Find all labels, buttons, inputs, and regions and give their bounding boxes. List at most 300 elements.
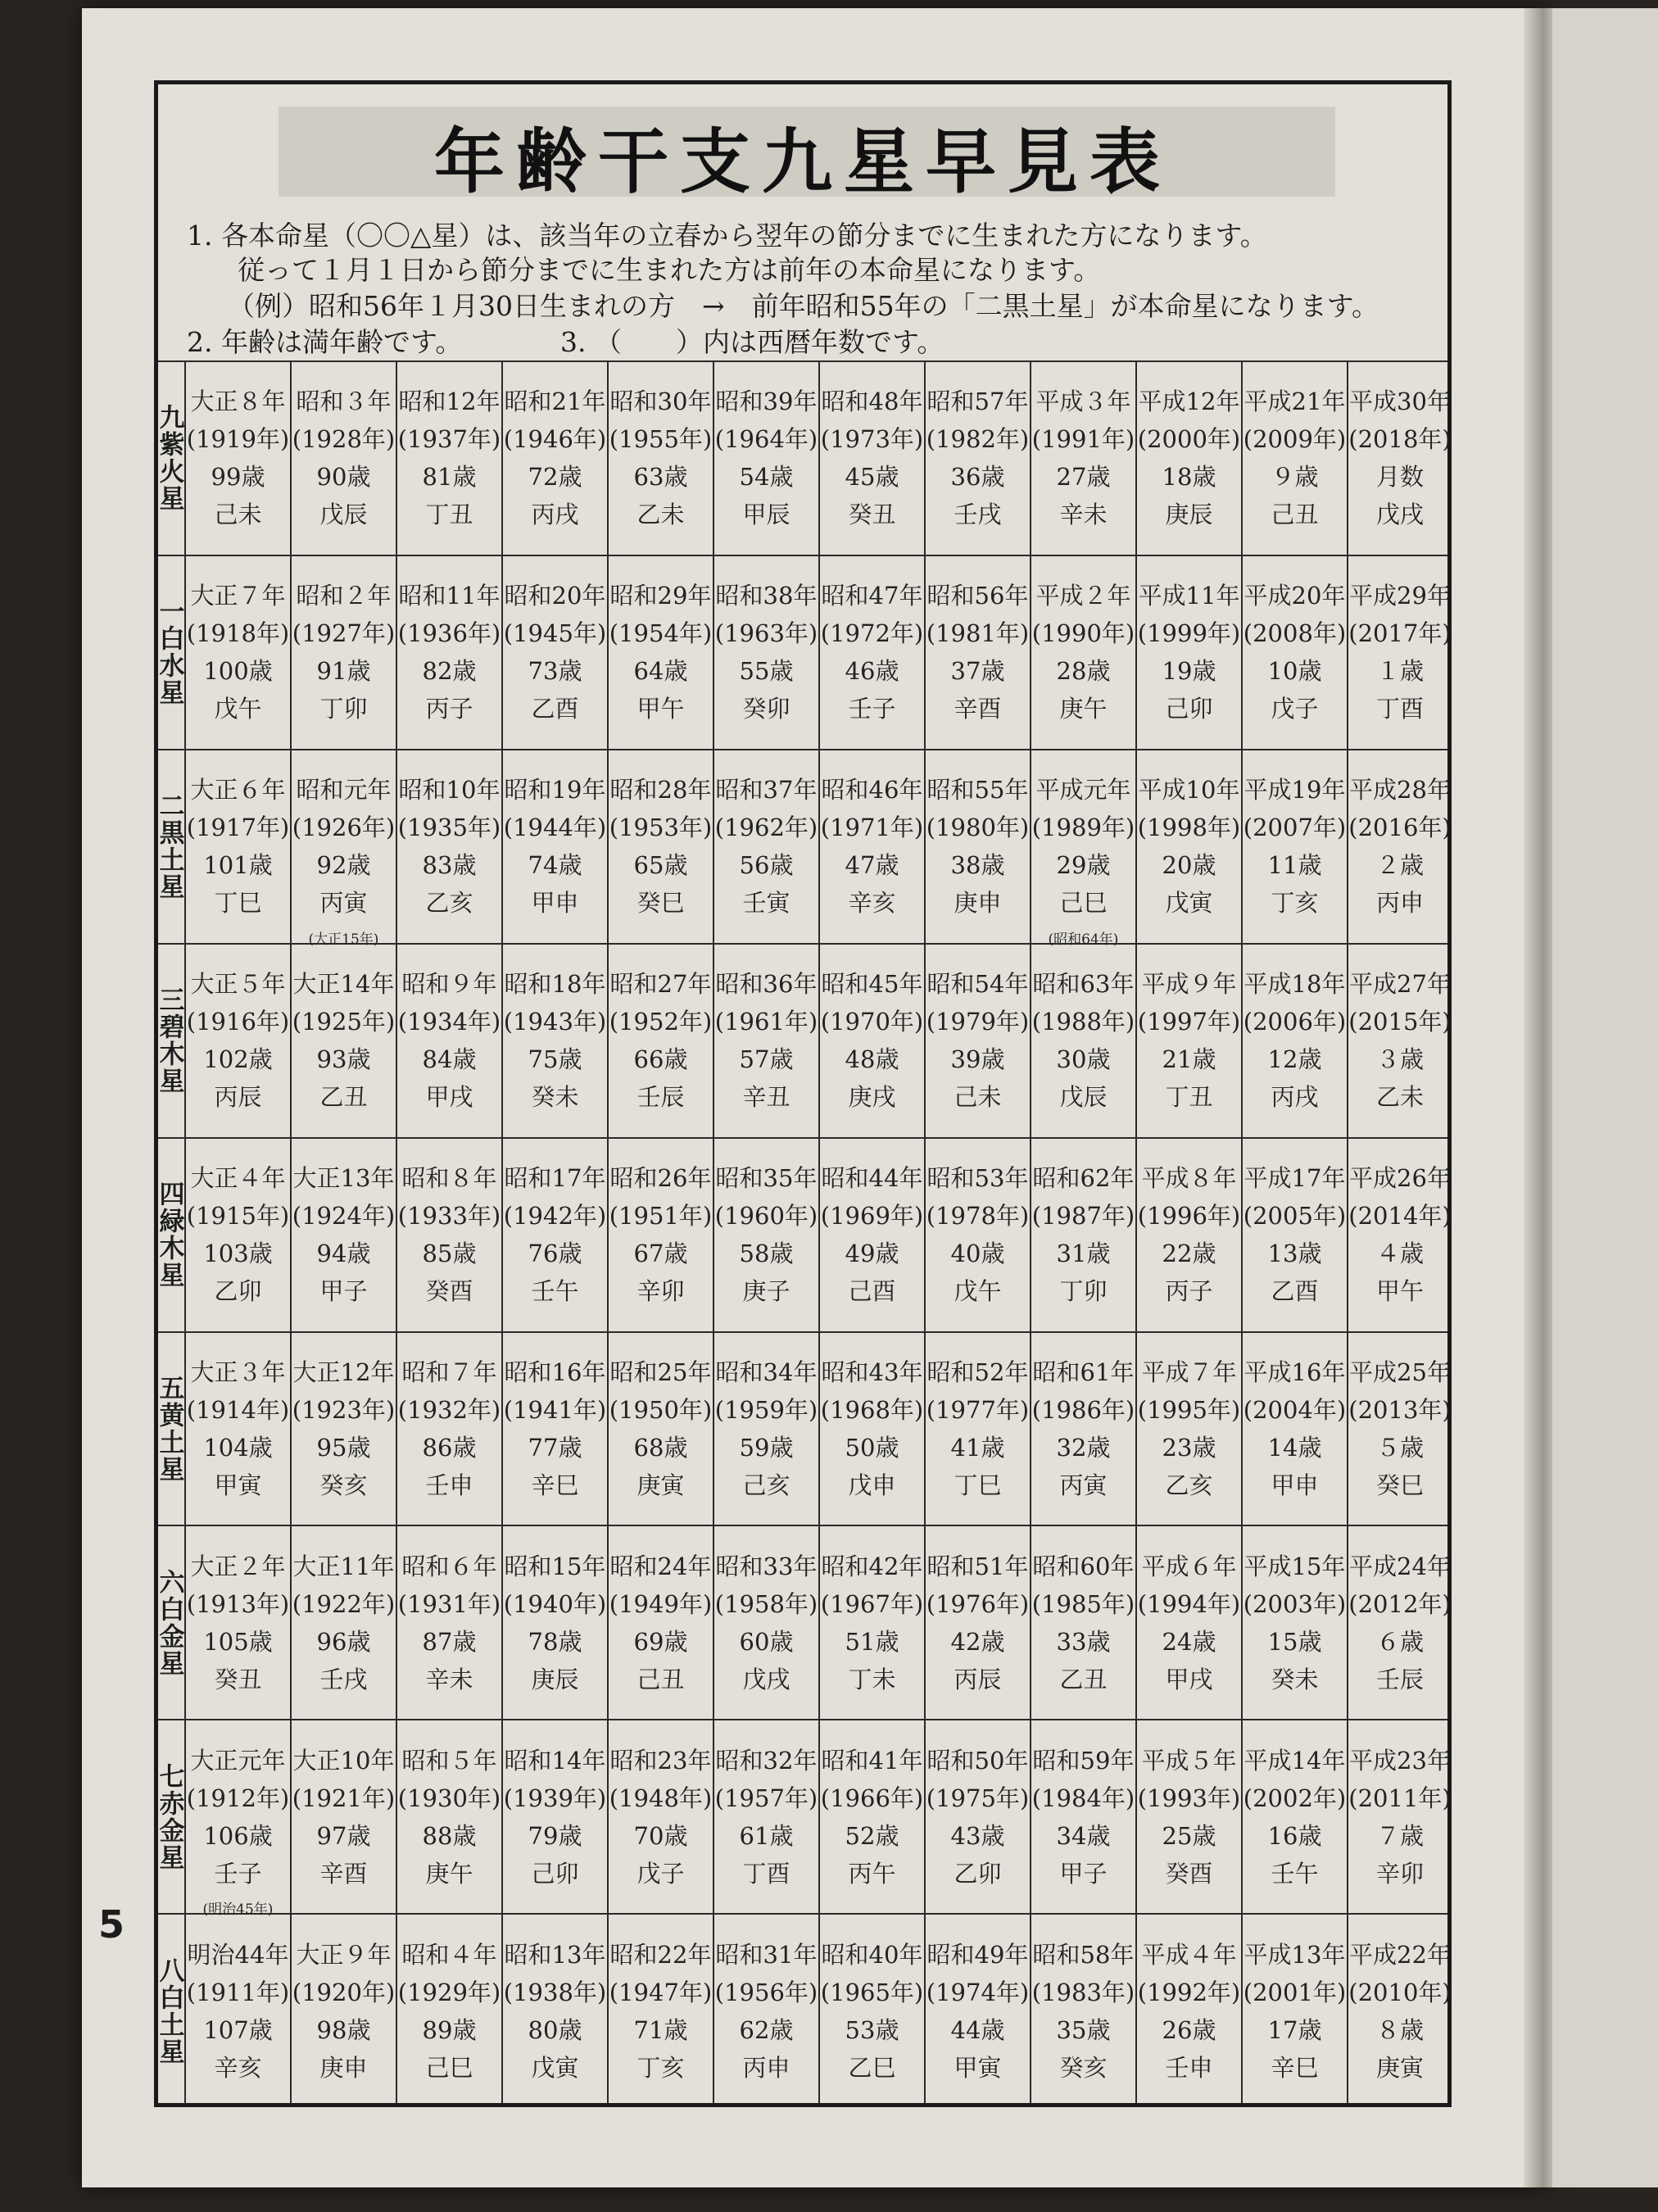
cell-year: (1995年) [1137,1395,1241,1424]
cell-age: 97歳 [316,1821,371,1850]
cell-kanshi: 丙午 [848,1859,896,1888]
cell-year: (1979年) [926,1008,1030,1036]
cell-year: (1958年) [714,1589,818,1618]
cell-era: 昭和15年 [504,1552,606,1580]
cell-kanshi: 丙辰 [214,1083,262,1112]
cell-year: (1929年) [397,1978,501,2006]
cell-year: (1996年) [1137,1202,1241,1231]
cell-kanshi: 己巳 [425,2053,473,2082]
cell-kanshi: 庚辰 [1165,501,1213,529]
cell-kanshi: 壬戌 [319,1665,368,1693]
cell-age: 74歳 [528,851,582,880]
cell-year: (1911年) [186,1978,290,2006]
cell-age: 31歳 [1056,1240,1111,1268]
cell-age: 96歳 [316,1627,371,1656]
cell-age: 14歳 [1267,1433,1322,1462]
star-label: 三碧木星 [154,944,185,1138]
cell-year: (1973年) [820,425,924,454]
cell-kanshi: 乙亥 [425,889,473,918]
cell-kanshi: 丙戌 [1271,1083,1319,1112]
cell-kanshi: 癸亥 [319,1471,368,1499]
cell-age: 24歳 [1162,1627,1216,1656]
cell-era-note: (明治45年) [202,1902,274,1919]
cell-year: (1931年) [397,1589,501,1618]
cell-kanshi: 甲午 [636,695,685,723]
cell-era: 大正８年 [190,388,286,416]
cell-age: 77歳 [528,1433,582,1462]
cell-kanshi: 戊寅 [1165,889,1213,918]
cell-era: 昭和28年 [609,776,712,805]
cell-year: (1970年) [820,1008,924,1036]
cell-age: 107歳 [203,2015,273,2044]
cell-age: ３歳 [1375,1045,1424,1074]
cell-era: 昭和35年 [715,1164,818,1193]
cell-year: (1991年) [1031,425,1135,454]
cell-era: 昭和34年 [715,1358,818,1386]
cell-age: 98歳 [316,2015,371,2044]
cell-kanshi: 丁亥 [636,2053,685,2082]
cell-age: 91歳 [316,657,371,686]
cell-year: (1922年) [292,1589,396,1618]
cell-age: 33歳 [1056,1627,1111,1656]
cell-era: 昭和53年 [926,1164,1029,1193]
note-year-rule: 3. （ ）内は西暦年数です。 [560,326,945,358]
cell-age: ８歳 [1375,2015,1424,2044]
cell-age: 15歳 [1267,1627,1322,1656]
cell-kanshi: 丁巳 [954,1471,1002,1499]
cell-year: (1933年) [397,1202,501,1231]
cell-kanshi: 己未 [214,501,262,529]
cell-era: 平成23年 [1349,1746,1451,1775]
cell-kanshi: 壬寅 [742,889,790,918]
cell-era: 昭和49年 [926,1940,1029,1969]
cell-kanshi: 辛亥 [214,2053,262,2082]
booklet-spine [1524,8,1556,2187]
cell-year: (1965年) [820,1978,924,2006]
cell-year: (1987年) [1031,1202,1135,1231]
cell-year: (1936年) [397,619,501,648]
cell-year: (1986年) [1031,1395,1135,1424]
cell-era: 平成13年 [1244,1940,1346,1969]
cell-era: 平成５年 [1141,1746,1237,1775]
cell-kanshi: 乙酉 [531,695,579,723]
cell-era: 昭和22年 [609,1940,712,1969]
cell-era: 昭和44年 [821,1164,923,1193]
cell-age: 35歳 [1056,2015,1111,2044]
cell-year: (1935年) [397,814,501,842]
cell-kanshi: 辛丑 [742,1083,790,1112]
cell-era: 昭和３年 [296,388,392,416]
cell-year: (1978年) [926,1202,1030,1231]
cell-kanshi: 辛亥 [848,889,896,918]
table-frame [154,80,1452,2107]
cell-year: (1961年) [714,1008,818,1036]
cell-kanshi: 戊午 [214,695,262,723]
cell-year: (1917年) [186,814,290,842]
cell-age: 36歳 [950,463,1005,492]
cell-year: (1966年) [820,1784,924,1812]
cell-year: (1952年) [609,1008,713,1036]
cell-kanshi: 庚辰 [531,1665,579,1693]
cell-age: 64歳 [633,657,688,686]
cell-age: 75歳 [528,1045,582,1074]
cell-era: 昭和13年 [504,1940,606,1969]
cell-era: 平成29年 [1349,582,1451,610]
cell-age: 53歳 [845,2015,899,2044]
cell-year: (1918年) [186,619,290,648]
cell-year: (1923年) [292,1395,396,1424]
cell-era: 昭和61年 [1032,1358,1135,1386]
cell-age: 73歳 [528,657,582,686]
cell-year: (1926年) [292,814,396,842]
cell-year: (1925年) [292,1008,396,1036]
cell-kanshi: 丙子 [1165,1277,1213,1306]
cell-age: 81歳 [422,463,477,492]
cell-era: 昭和60年 [1032,1552,1135,1580]
cell-kanshi: 戊辰 [1059,1083,1108,1112]
cell-kanshi: 甲子 [319,1277,368,1306]
cell-age: 30歳 [1056,1045,1111,1074]
cell-kanshi: 戊子 [636,1859,685,1888]
cell-kanshi: 癸卯 [742,695,790,723]
cell-era: 昭和32年 [715,1746,818,1775]
cell-era: 昭和62年 [1032,1164,1135,1193]
cell-era-note: (昭和64年) [1048,931,1119,948]
cell-kanshi: 辛巳 [1271,2053,1319,2082]
cell-year: (1998年) [1137,814,1241,842]
cell-age: 19歳 [1162,657,1216,686]
cell-era: 昭和58年 [1032,1940,1135,1969]
cell-year: (2013年) [1348,1395,1452,1424]
cell-era: 平成４年 [1141,1940,1237,1969]
cell-year: (1930年) [397,1784,501,1812]
star-label: 七赤金星 [154,1720,185,1914]
cell-era: 昭和24年 [609,1552,712,1580]
cell-age: 70歳 [633,1821,688,1850]
cell-kanshi: 庚申 [954,889,1002,918]
cell-year: (2011年) [1348,1784,1452,1812]
cell-age: 45歳 [845,463,899,492]
cell-age: 39歳 [950,1045,1005,1074]
cell-era: 昭和51年 [926,1552,1029,1580]
cell-year: (1982年) [926,425,1030,454]
cell-kanshi: 癸巳 [1375,1471,1424,1499]
cell-kanshi: 癸酉 [425,1277,473,1306]
cell-kanshi: 丁酉 [742,1859,790,1888]
cell-kanshi: 戊申 [848,1471,896,1499]
cell-era: 昭和26年 [609,1164,712,1193]
cell-era: 大正５年 [190,970,286,999]
cell-age: 21歳 [1162,1045,1216,1074]
cell-era: 昭和９年 [401,970,497,999]
cell-era: 昭和20年 [504,582,606,610]
cell-year: (1957年) [714,1784,818,1812]
cell-era: 平成24年 [1349,1552,1451,1580]
cell-era: 平成７年 [1141,1358,1237,1386]
cell-kanshi: 戊寅 [531,2053,579,2082]
cell-year: (1934年) [397,1008,501,1036]
cell-year: (1924年) [292,1202,396,1231]
cell-kanshi: 甲寅 [954,2053,1002,2082]
note-example: （例）昭和56年１月30日生まれの方 → 前年昭和55年の「二黒土星」が本命星になります。 [228,290,1379,322]
cell-age: 89歳 [422,2015,477,2044]
cell-year: (1939年) [503,1784,607,1812]
cell-kanshi: 丙子 [425,695,473,723]
cell-kanshi: 丁丑 [1165,1083,1213,1112]
cell-year: (1947年) [609,1978,713,2006]
cell-age: 56歳 [739,851,794,880]
cell-age: 52歳 [845,1821,899,1850]
cell-era: 大正14年 [292,970,395,999]
cell-age: 23歳 [1162,1433,1216,1462]
note-age-rule: 2. 年齢は満年齢です。 [187,326,463,358]
cell-age: 48歳 [845,1045,899,1074]
cell-era: 明治44年 [187,1940,289,1969]
cell-kanshi: 甲申 [531,889,579,918]
cell-year: (1974年) [926,1978,1030,2006]
cell-year: (1955年) [609,425,713,454]
cell-era: 昭和12年 [398,388,501,416]
cell-age: 58歳 [739,1240,794,1268]
cell-kanshi: 辛酉 [954,695,1002,723]
cell-age: 43歳 [950,1821,1005,1850]
cell-era: 昭和38年 [715,582,818,610]
cell-era: 昭和46年 [821,776,923,805]
cell-era: 昭和４年 [401,1940,497,1969]
cell-kanshi: 壬子 [214,1859,262,1888]
cell-kanshi: 庚申 [319,2053,368,2082]
cell-kanshi: 丙寅 [319,889,368,918]
cell-age: 34歳 [1056,1821,1111,1850]
cell-kanshi: 己丑 [636,1665,685,1693]
cell-year: (1921年) [292,1784,396,1812]
cell-era: 平成16年 [1244,1358,1346,1386]
cell-year: (1981年) [926,619,1030,648]
cell-year: (2018年) [1348,425,1452,454]
cell-year: (2016年) [1348,814,1452,842]
cell-era: 大正４年 [190,1164,286,1193]
cell-age: 87歳 [422,1627,477,1656]
cell-kanshi: 乙巳 [848,2053,896,2082]
cell-age: 26歳 [1162,2015,1216,2044]
star-label: 四緑木星 [154,1138,185,1332]
cell-year: (1984年) [1031,1784,1135,1812]
cell-year: (2002年) [1243,1784,1347,1812]
cell-kanshi: 壬午 [531,1277,579,1306]
star-label: 八白土星 [154,1914,185,2107]
cell-age: 17歳 [1267,2015,1322,2044]
cell-era: 昭和41年 [821,1746,923,1775]
cell-era: 昭和52年 [926,1358,1029,1386]
cell-kanshi: 丙寅 [1059,1471,1108,1499]
cell-kanshi: 乙丑 [1059,1665,1108,1693]
cell-age: 65歳 [633,851,688,880]
cell-age: 63歳 [633,463,688,492]
cell-kanshi: 壬申 [425,1471,473,1499]
cell-age: 32歳 [1056,1433,1111,1462]
cell-era: 昭和50年 [926,1746,1029,1775]
cell-kanshi: 庚戌 [848,1083,896,1112]
cell-kanshi: 己巳 [1059,889,1108,918]
cell-era: 昭和23年 [609,1746,712,1775]
cell-kanshi: 癸酉 [1165,1859,1213,1888]
cell-year: (1962年) [714,814,818,842]
cell-age: 46歳 [845,657,899,686]
cell-era: 大正２年 [190,1552,286,1580]
star-label: 六白金星 [154,1525,185,1720]
cell-era: 平成２年 [1035,582,1131,610]
cell-era: 昭和６年 [401,1552,497,1580]
cell-kanshi: 甲申 [1271,1471,1319,1499]
cell-year: (1992年) [1137,1978,1241,2006]
cell-year: (1912年) [186,1784,290,1812]
cell-age: 27歳 [1056,463,1111,492]
cell-age: 80歳 [528,2015,582,2044]
cell-era: 昭和14年 [504,1746,606,1775]
cell-era: 昭和42年 [821,1552,923,1580]
cell-year: (2017年) [1348,619,1452,648]
cell-era: 昭和21年 [504,388,606,416]
cell-kanshi: 己卯 [531,1859,579,1888]
page-number: 5 [98,1902,125,1947]
cell-year: (1964年) [714,425,818,454]
cell-kanshi: 乙亥 [1165,1471,1213,1499]
cell-age: 66歳 [633,1045,688,1074]
cell-era: 昭和10年 [398,776,501,805]
cell-era: 大正元年 [190,1746,286,1775]
cell-era: 昭和36年 [715,970,818,999]
note-line-1: 1. 各本命星（〇〇△星）は、該当年の立春から翌年の節分までに生まれた方になります。 [187,220,1267,252]
cell-age: ４歳 [1375,1240,1424,1268]
cell-era: 平成25年 [1349,1358,1451,1386]
cell-age: 47歳 [845,851,899,880]
cell-era: 昭和33年 [715,1552,818,1580]
cell-age: 40歳 [950,1240,1005,1268]
cell-kanshi: 壬子 [848,695,896,723]
cell-kanshi: 辛巳 [531,1471,579,1499]
cell-year: (1989年) [1031,814,1135,842]
cell-kanshi: 辛卯 [636,1277,685,1306]
cell-era: 昭和48年 [821,388,923,416]
cell-era: 昭和19年 [504,776,606,805]
cell-year: (1916年) [186,1008,290,1036]
cell-kanshi: 己亥 [742,1471,790,1499]
cell-kanshi: 癸亥 [1059,2053,1108,2082]
cell-era: 昭和63年 [1032,970,1135,999]
cell-age: 44歳 [950,2015,1005,2044]
cell-kanshi: 丁未 [848,1665,896,1693]
cell-era: 大正12年 [292,1358,395,1386]
cell-era: 平成22年 [1349,1940,1451,1969]
cell-era: 昭和５年 [401,1746,497,1775]
cell-kanshi: 戊子 [1271,695,1319,723]
cell-era: 昭和47年 [821,582,923,610]
cell-year: (1942年) [503,1202,607,1231]
cell-era: 昭和８年 [401,1164,497,1193]
cell-year: (2010年) [1348,1978,1452,2006]
cell-year: (1997年) [1137,1008,1241,1036]
cell-era: 平成８年 [1141,1164,1237,1193]
cell-year: (1919年) [186,425,290,454]
cell-year: (1944年) [503,814,607,842]
cell-era-note: (大正15年) [308,931,379,948]
cell-age: 18歳 [1162,463,1216,492]
cell-kanshi: 辛卯 [1375,1859,1424,1888]
cell-year: (1915年) [186,1202,290,1231]
cell-age: 84歳 [422,1045,477,1074]
cell-era: 平成14年 [1244,1746,1346,1775]
cell-year: (2009年) [1243,425,1347,454]
cell-kanshi: 己酉 [848,1277,896,1306]
cell-year: (1967年) [820,1589,924,1618]
cell-era: 昭和30年 [609,388,712,416]
cell-era: 昭和29年 [609,582,712,610]
cell-era: 昭和37年 [715,776,818,805]
cell-kanshi: 辛未 [1059,501,1108,529]
cell-kanshi: 壬辰 [636,1083,685,1112]
cell-age: ９歳 [1271,463,1319,492]
cell-kanshi: 庚寅 [1375,2053,1424,2082]
cell-kanshi: 壬辰 [1375,1665,1424,1693]
cell-kanshi: 癸巳 [636,889,685,918]
cell-age: 54歳 [739,463,794,492]
cell-age: 102歳 [203,1045,273,1074]
cell-era: 昭和18年 [504,970,606,999]
cell-age: 105歳 [203,1627,273,1656]
cell-age: 20歳 [1162,851,1216,880]
cell-era: 昭和55年 [926,776,1029,805]
cell-kanshi: 丙申 [1375,889,1424,918]
cell-year: (1954年) [609,619,713,648]
cell-year: (1949年) [609,1589,713,1618]
cell-age: 78歳 [528,1627,582,1656]
cell-age: 100歳 [203,657,273,686]
cell-year: (1941年) [503,1395,607,1424]
cell-kanshi: 癸丑 [848,501,896,529]
cell-year: (1971年) [820,814,924,842]
cell-era: 昭和57年 [926,388,1029,416]
cell-year: (1963年) [714,619,818,648]
cell-age: 92歳 [316,851,371,880]
cell-year: (1976年) [926,1589,1030,1618]
cell-age: 82歳 [422,657,477,686]
cell-era: 昭和59年 [1032,1746,1135,1775]
cell-kanshi: 壬戌 [954,501,1002,529]
cell-year: (1945年) [503,619,607,648]
cell-age: 71歳 [633,2015,688,2044]
cell-age: 16歳 [1267,1821,1322,1850]
cell-year: (1928年) [292,425,396,454]
cell-kanshi: 甲戌 [425,1083,473,1112]
cell-era: 平成９年 [1141,970,1237,999]
cell-kanshi: 庚寅 [636,1471,685,1499]
cell-age: 101歳 [203,851,273,880]
cell-kanshi: 丁酉 [1375,695,1424,723]
cell-era: 昭和７年 [401,1358,497,1386]
cell-year: (1956年) [714,1978,818,2006]
cell-year: (2004年) [1243,1395,1347,1424]
cell-age: 51歳 [845,1627,899,1656]
cell-era: 大正11年 [292,1552,395,1580]
cell-age: 88歳 [422,1821,477,1850]
cell-era: 昭和17年 [504,1164,606,1193]
cell-age: 103歳 [203,1240,273,1268]
cell-year: (1972年) [820,619,924,648]
cell-kanshi: 乙卯 [214,1277,262,1306]
cell-age: 49歳 [845,1240,899,1268]
cell-kanshi: 己未 [954,1083,1002,1112]
cell-kanshi: 癸未 [531,1083,579,1112]
